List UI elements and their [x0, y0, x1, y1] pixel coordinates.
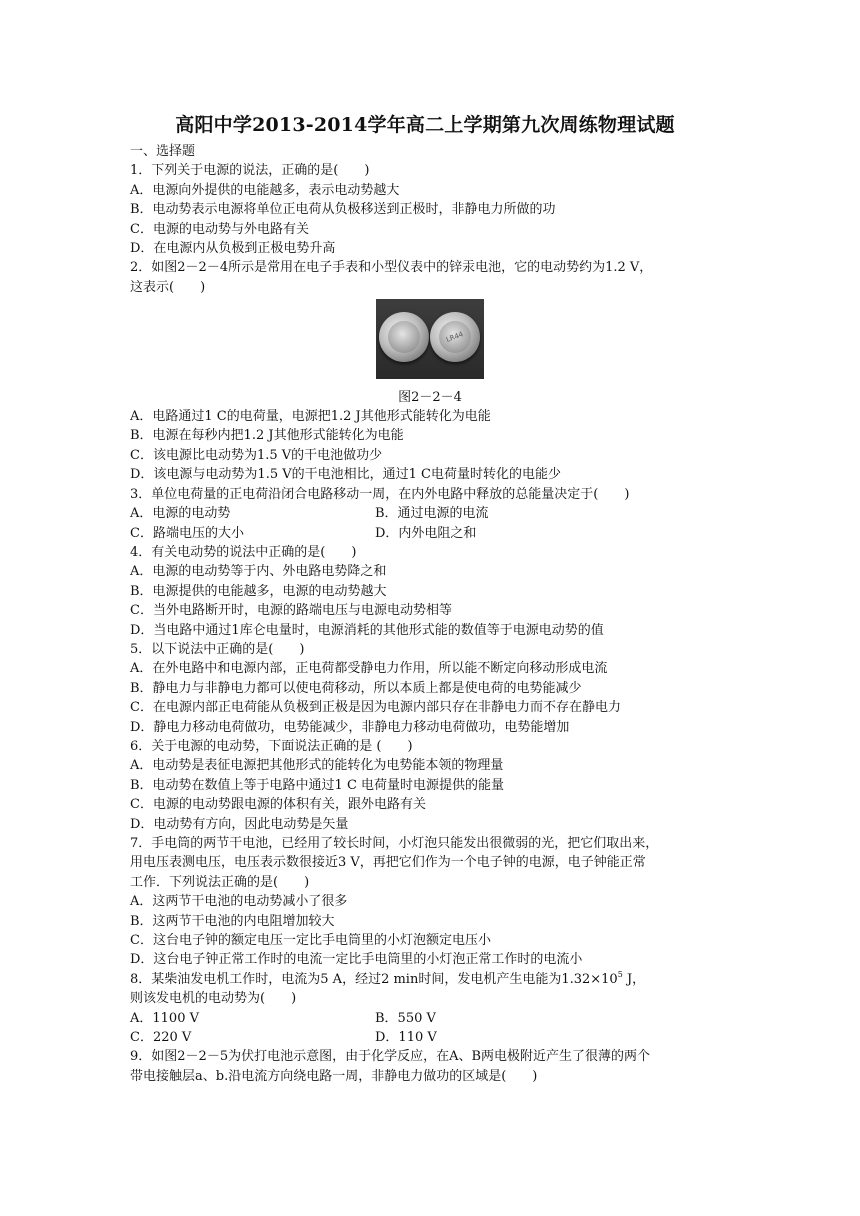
battery-photo [376, 299, 484, 379]
question-stem-continued: 带电接触层a、b.沿电流方向绕电路一周，非静电力做功的区域是( ) [130, 1068, 538, 1084]
question-stem-continued: 工作．下列说法正确的是( ) [130, 874, 310, 890]
option-c: C．该电源比电动势为1.5 V的干电池做功少 [130, 447, 383, 463]
option-a: A．这两节干电池的电动势减小了很多 [130, 894, 348, 910]
question-4 [130, 543, 730, 640]
option-b: B．电动势在数值上等于电路中通过1 C 电荷量时电源提供的能量 [130, 777, 505, 793]
options-row [130, 524, 730, 543]
option-d: D．110 V [375, 1030, 437, 1046]
option-d: D．静电力移动电荷做功，电势能减少，非静电力移动电荷做功，电势能增加 [130, 719, 570, 735]
question-stem: 3．单位电荷量的正电荷沿闭合电路移动一周，在内外电路中释放的总能量决定于( ) [130, 486, 630, 502]
options-row [130, 504, 730, 523]
figure-caption: 图2－2－4 [398, 389, 462, 405]
question-stem-continued: 这表示( ) [130, 279, 206, 295]
question-3 [130, 485, 730, 543]
option-c: C．220 V [130, 1030, 192, 1046]
option-b: B．电源在每秒内把1.2 J其他形式能转化为电能 [130, 428, 404, 444]
option-d: D．内外电阻之和 [375, 525, 477, 541]
question-stem: 9．如图2－2－5为伏打电池示意图，由于化学反应，在A、B两电极附近产生了很薄的两个 [130, 1049, 651, 1065]
question-stem-continued: 则该发电机的电动势为( ) [130, 991, 297, 1007]
question-stem [130, 970, 730, 989]
option-c: C．路端电压的大小 [130, 525, 244, 541]
option-a: A．电源的电动势等于内、外电路电势降之和 [130, 564, 387, 580]
battery-coin-right [430, 312, 480, 362]
option-a: A．1100 V [130, 1010, 199, 1026]
option-b: B．这两节干电池的内电阻增加较大 [130, 913, 335, 929]
question-stem: 1．下列关于电源的说法，正确的是( ) [130, 163, 370, 179]
option-b: B．550 V [375, 1010, 436, 1026]
option-b: B．电动势表示电源将单位正电荷从负极移送到正极时，非静电力所做的功 [130, 202, 556, 218]
battery-figure [130, 299, 730, 407]
question-stem: 6．关于电源的电动势，下面说法正确的是 ( ) [130, 738, 413, 754]
section-heading: 一、选择题 [130, 144, 196, 159]
option-c: C．电源的电动势跟电源的体积有关，跟外电路有关 [130, 797, 426, 813]
question-stem: 5．以下说法中正确的是( ) [130, 641, 305, 657]
option-b: B．通过电源的电流 [375, 506, 489, 522]
question-2 [130, 258, 730, 484]
question-5 [130, 640, 730, 737]
option-b: B．电源提供的电能越多，电源的电动势越大 [130, 583, 387, 599]
stem-unit: J， [622, 971, 646, 987]
exponent: 5 [617, 969, 623, 979]
question-8 [130, 970, 730, 1048]
option-d: D．这台电子钟正常工作时的电流一定比手电筒里的小灯泡正常工作时的电流小 [130, 952, 583, 968]
option-a: A．电动势是表征电源把其他形式的能转化为电势能本领的物理量 [130, 758, 504, 774]
option-c: C．在电源内部正电荷能从负极到正极是因为电源内部只存在非静电力而不存在静电力 [130, 700, 621, 716]
options-row [130, 1009, 730, 1028]
question-stem-continued: 用电压表测电压，电压表示数很接近3 V，再把它们作为一个电子钟的电源，电子钟能正常 [130, 855, 646, 871]
option-c: C．当外电路断开时，电源的路端电压与电源电动势相等 [130, 603, 452, 619]
option-d: D．该电源与电动势为1.5 V的干电池相比，通过1 C电荷量时转化的电能少 [130, 467, 561, 483]
question-9 [130, 1047, 730, 1086]
question-6 [130, 737, 730, 834]
option-a: A．电路通过1 C的电荷量，电源把1.2 J其他形式能转化为电能 [130, 409, 491, 425]
option-b: B．静电力与非静电力都可以使电荷移动，所以本质上都是使电荷的电势能减少 [130, 680, 582, 696]
battery-marking: LR44 [445, 330, 465, 345]
option-d: D．当电路中通过1库仑电量时，电源消耗的其他形式能的数值等于电源电动势的值 [130, 622, 604, 638]
option-a: A．电源的电动势 [130, 506, 231, 522]
stem-text: 8．某柴油发电机工作时，电流为5 A，经过2 min时间，发电机产生电能为1.32×10 [130, 971, 618, 987]
question-1 [130, 161, 730, 258]
option-c: C．这台电子钟的额定电压一定比手电筒里的小灯泡额定电压小 [130, 933, 491, 949]
option-a: A．电源向外提供的电能越多，表示电动势越大 [130, 182, 400, 198]
document-page [130, 112, 730, 1086]
question-stem: 4．有关电动势的说法中正确的是( ) [130, 544, 357, 560]
page-title: 高阳中学2013-2014学年高二上学期第九次周练物理试题 [175, 114, 675, 136]
question-stem: 2．如图2－2－4所示是常用在电子手表和小型仪表中的锌汞电池，它的电动势约为1.2 V， [130, 260, 653, 276]
option-a: A．在外电路中和电源内部，正电荷都受静电力作用，所以能不断定向移动形成电流 [130, 661, 608, 677]
battery-coin-left [379, 312, 429, 362]
option-d: D．在电源内从负极到正极电势升高 [130, 241, 336, 257]
options-row [130, 1028, 730, 1047]
question-7 [130, 834, 730, 970]
option-c: C．电源的电动势与外电路有关 [130, 221, 309, 237]
question-stem: 7．手电筒的两节干电池，已经用了较长时间，小灯泡只能发出很微弱的光，把它们取出来， [130, 836, 659, 851]
option-d: D．电动势有方向，因此电动势是矢量 [130, 816, 349, 832]
